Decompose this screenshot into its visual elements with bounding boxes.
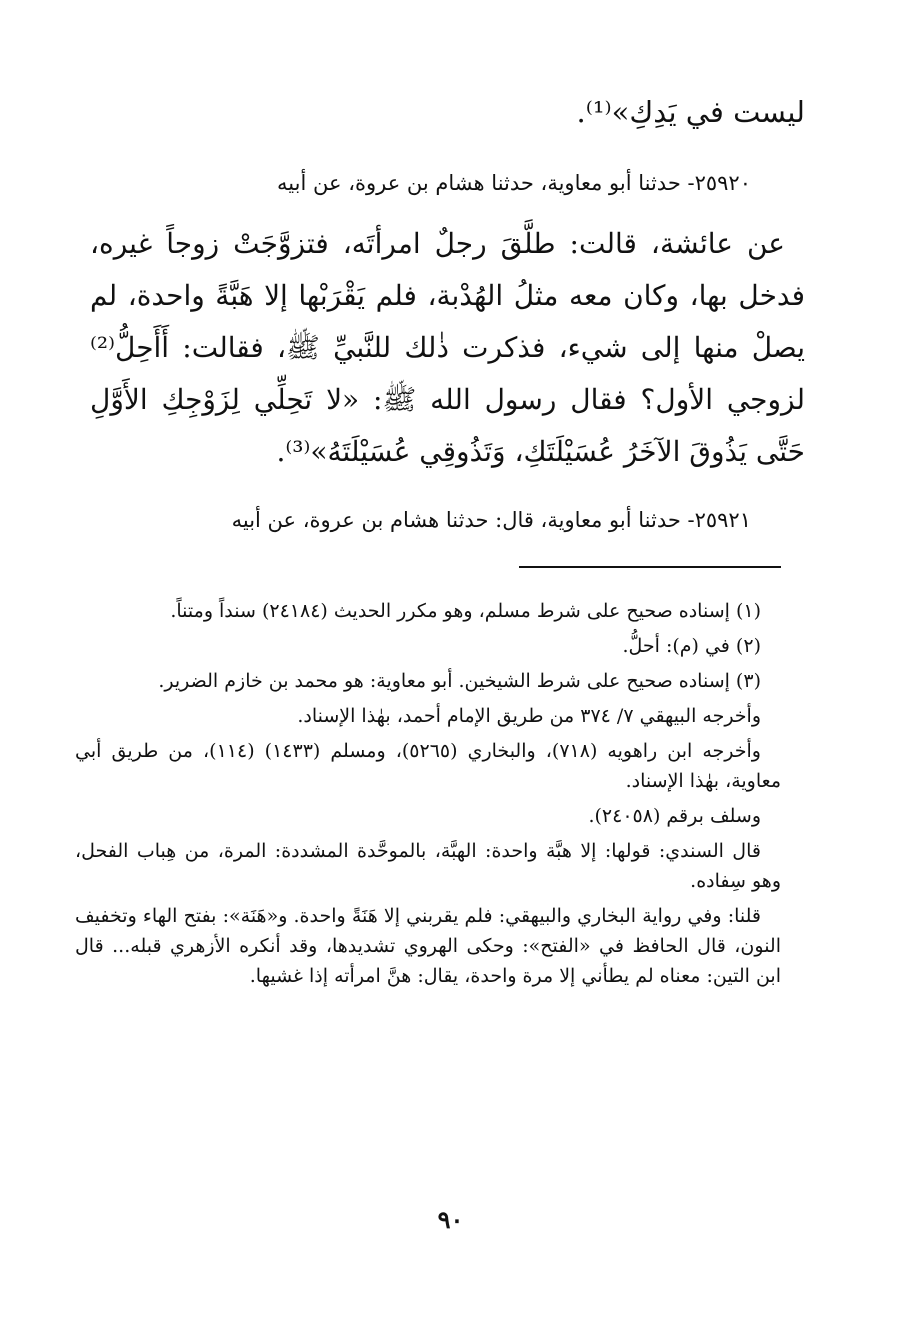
hadith-25920-body: عن عائشة، قالت: طلَّقَ رجلٌ امرأتَه، فتزوَّجَتْ زوجاً غيره، فدخل بها، وكان معه مثلُ الهُدْبة، فلم يَقْرَبْها إلا هَبَّةً واحدة، لم يصلْ منها إلى شيء، فذكرت ذٰلك للنَّبيِّ ﷺ، فقالت: أَأَحِلُّ⁽²⁾ لزوجي الأول؟ فقال رسول الله ﷺ: «لا تَحِلِّي لِزَوْجِكِ الأَوَّلِ حَتَّى يَذُوقَ الآخَرُ عُسَيْلَتَكِ، وَتَذُوقِي عُسَيْلَتَهُ»⁽³⁾. — [90, 227, 805, 468]
footnote-paragraph: قال السندي: قولها: إلا هبَّة واحدة: الهبَّة، بالموحَّدة المشددة: المرة، من هِباب الفحل، وهو سِفاده. — [75, 840, 781, 892]
footnote-paragraph: قلنا: وفي رواية البخاري والبيهقي: فلم يقربني إلا هَنَةً واحدة. و«هَنَة»: بفتح الهاء وتخفيف النون، قال الحافظ في «الفتح»: وحكى الهروي تشديدها، وقد أنكره الأزهري قبله... قال ابن التين: معناه لم يطأني إلا مرة واحدة، يقال: هنَّ امرأته إذا غشيها. — [75, 905, 781, 987]
footnote-1: (١) إسناده صحيح على شرط مسلم، وهو مكرر الحديث (٢٤١٨٤) سنداً ومتناً. — [170, 600, 761, 622]
footnote-separator — [519, 566, 781, 568]
hadith-25921-chain: ٢٥٩٢١- حدثنا أبو معاوية، قال: حدثنا هشام بن عروة، عن أبيه — [231, 508, 751, 532]
hadith-25920-text — [90, 218, 805, 478]
footnote-paragraph: وسلف برقم (٢٤٠٥٨). — [588, 805, 761, 827]
footnotes — [75, 596, 781, 996]
page-number: ٩٠ — [437, 1205, 464, 1234]
footnote-paragraph: وأخرجه البيهقي ٧/ ٣٧٤ من طريق الإمام أحمد، بهٰذا الإسناد. — [297, 705, 761, 727]
footnote-3: (٣) إسناده صحيح على شرط الشيخين. أبو معاوية: هو محمد بن خازم الضرير. — [158, 670, 761, 692]
footnote-paragraph: وأخرجه ابن راهويه (٧١٨)، والبخاري (٥٢٦٥)، ومسلم (١٤٣٣) (١١٤)، من طريق أبي معاوية، بهٰذا الإسناد. — [75, 740, 781, 792]
previous-hadith-ending: ليست في يَدِكِ»⁽¹⁾. — [576, 95, 805, 129]
footnote-2: (٢) في (م): أحلُّ. — [622, 635, 761, 657]
hadith-25920-chain: ٢٥٩٢٠- حدثنا أبو معاوية، حدثنا هشام بن عروة، عن أبيه — [277, 171, 751, 195]
